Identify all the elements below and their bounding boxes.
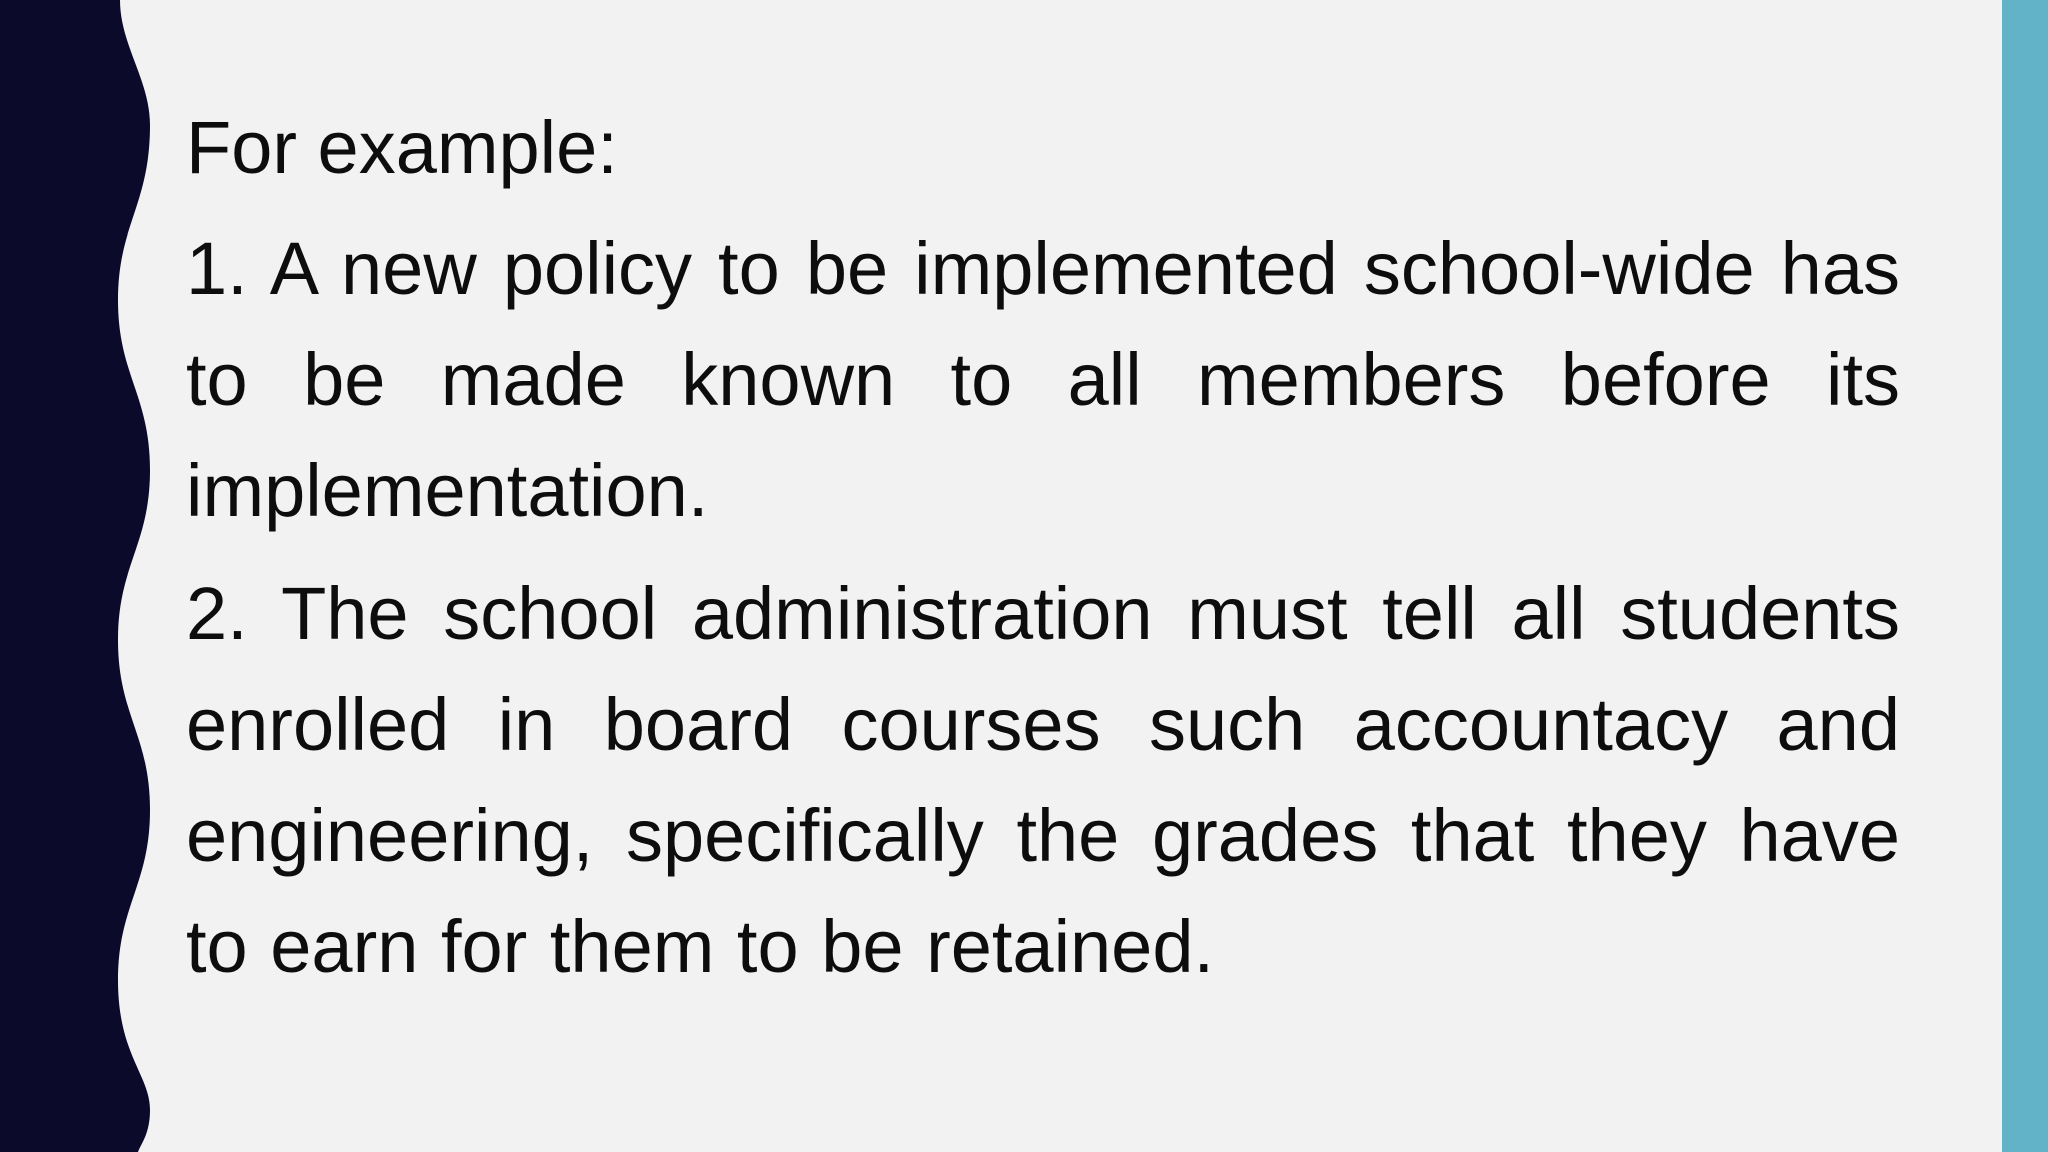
wavy-left-band (0, 0, 160, 1152)
list-item-1 (186, 213, 1900, 546)
slide-body (186, 92, 1900, 1014)
list-item-number: 1. (186, 227, 248, 310)
wavy-band-shape (0, 0, 150, 1152)
list-item-text: A new policy to be implemented school-wide has to be made known to all members before its implementation. (186, 227, 1900, 532)
list-item-2 (186, 558, 1900, 1002)
intro-line: For example: (186, 106, 618, 189)
right-accent-bar (2002, 0, 2048, 1152)
list-item-number: 2. (186, 572, 248, 655)
list-item-text: The school administration must tell all students enrolled in board courses such accountacy and engineering, specifically the grades that they have to earn for them to be retained. (186, 572, 1900, 988)
